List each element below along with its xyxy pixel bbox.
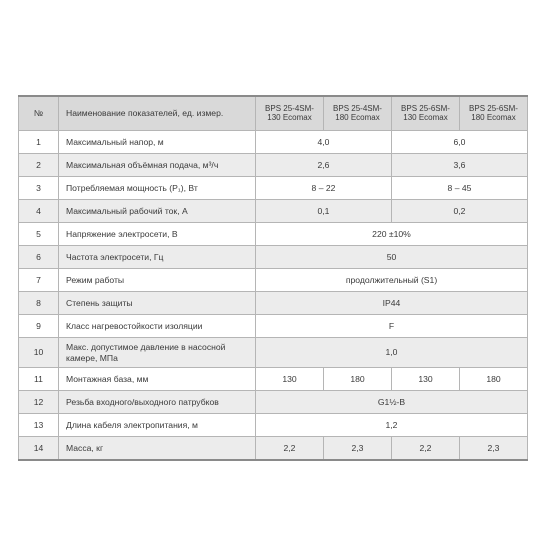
row-num: 8	[19, 292, 59, 315]
table-row	[19, 223, 528, 246]
row-num: 11	[19, 368, 59, 391]
row-num: 7	[19, 269, 59, 292]
row-value: 4,0	[256, 131, 392, 154]
row-value: 2,2	[392, 437, 460, 460]
row-value: 0,1	[256, 200, 392, 223]
row-value: 50	[256, 246, 528, 269]
header-model-1	[256, 96, 324, 131]
row-value: 2,3	[324, 437, 392, 460]
header-model-4-line1: BPS 25-6SM-	[469, 103, 518, 113]
row-value: 8 – 22	[256, 177, 392, 200]
row-num: 9	[19, 315, 59, 338]
header-model-3-line2: 130 Ecomax	[403, 113, 448, 122]
row-value: продолжительный (S1)	[256, 269, 528, 292]
spec-table	[18, 95, 528, 460]
row-value: 180	[324, 368, 392, 391]
table-row	[19, 414, 528, 437]
row-value: 2,3	[460, 437, 528, 460]
row-num: 3	[19, 177, 59, 200]
row-value: 2,2	[256, 437, 324, 460]
table-row	[19, 391, 528, 414]
row-name: Степень защиты	[59, 292, 256, 315]
table-row	[19, 315, 528, 338]
row-num: 4	[19, 200, 59, 223]
table-row	[19, 338, 528, 368]
header-model-4-line2: 180 Ecomax	[471, 113, 516, 122]
row-name: Класс нагревостойкости изоляции	[59, 315, 256, 338]
row-num: 1	[19, 131, 59, 154]
row-name-line2: камере, МПа	[66, 352, 118, 363]
row-value: G1½-B	[256, 391, 528, 414]
header-model-2-line1: BPS 25-4SM-	[333, 103, 382, 113]
row-name	[59, 338, 256, 368]
row-num: 6	[19, 246, 59, 269]
table-top-rule	[18, 95, 528, 97]
row-name: Режим работы	[59, 269, 256, 292]
row-value: 130	[256, 368, 324, 391]
row-name: Напряжение электросети, В	[59, 223, 256, 246]
header-model-4	[460, 96, 528, 131]
row-value: 130	[392, 368, 460, 391]
table-row	[19, 154, 528, 177]
header-model-3	[392, 96, 460, 131]
row-value: 3,6	[392, 154, 528, 177]
header-model-2	[324, 96, 392, 131]
header-name: Наименование показателей, ед. измер.	[59, 96, 256, 131]
table-row	[19, 131, 528, 154]
row-num: 2	[19, 154, 59, 177]
table-bottom-rule	[18, 459, 528, 461]
table-row	[19, 177, 528, 200]
row-num: 10	[19, 338, 59, 368]
row-value: 1,2	[256, 414, 528, 437]
table-row	[19, 269, 528, 292]
row-name: Потребляемая мощность (P₁), Вт	[59, 177, 256, 200]
spec-table-container	[18, 95, 528, 460]
row-name: Монтажная база, мм	[59, 368, 256, 391]
row-name: Длина кабеля электропитания, м	[59, 414, 256, 437]
header-model-1-line1: BPS 25-4SM-	[265, 103, 314, 113]
row-name: Частота электросети, Гц	[59, 246, 256, 269]
row-value: 0,2	[392, 200, 528, 223]
row-value: 1,0	[256, 338, 528, 368]
table-row	[19, 292, 528, 315]
header-model-2-line2: 180 Ecomax	[335, 113, 380, 122]
row-value: F	[256, 315, 528, 338]
row-value: 180	[460, 368, 528, 391]
row-value: 220 ±10%	[256, 223, 528, 246]
row-value: IP44	[256, 292, 528, 315]
row-name: Максимальный рабочий ток, А	[59, 200, 256, 223]
row-value: 2,6	[256, 154, 392, 177]
row-num: 13	[19, 414, 59, 437]
row-value: 6,0	[392, 131, 528, 154]
table-row	[19, 368, 528, 391]
table-row	[19, 246, 528, 269]
row-num: 5	[19, 223, 59, 246]
table-header-row	[19, 96, 528, 131]
table-row	[19, 200, 528, 223]
header-model-3-line1: BPS 25-6SM-	[401, 103, 450, 113]
row-name: Резьба входного/выходного патрубков	[59, 391, 256, 414]
row-value: 8 – 45	[392, 177, 528, 200]
table-row	[19, 437, 528, 460]
row-num: 12	[19, 391, 59, 414]
header-num: №	[19, 96, 59, 131]
row-name: Максимальная объёмная подача, м³/ч	[59, 154, 256, 177]
row-name-line1: Макс. допустимое давление в насосной	[66, 342, 226, 353]
row-num: 14	[19, 437, 59, 460]
header-model-1-line2: 130 Ecomax	[267, 113, 312, 122]
row-name: Масса, кг	[59, 437, 256, 460]
row-name: Максимальный напор, м	[59, 131, 256, 154]
